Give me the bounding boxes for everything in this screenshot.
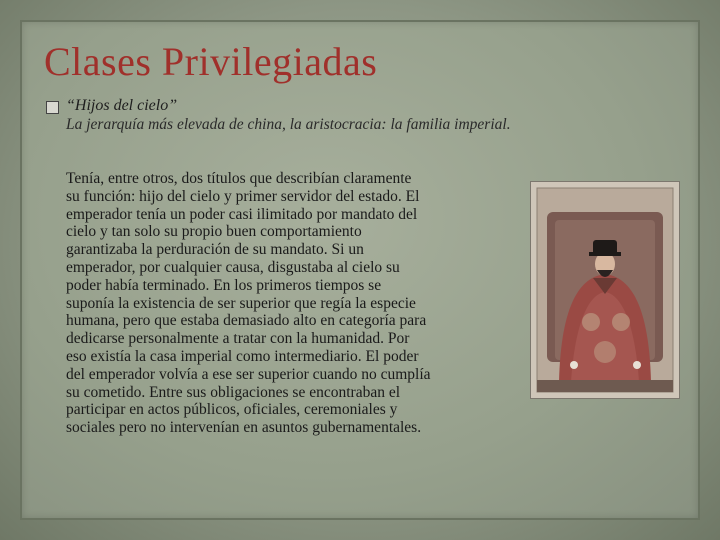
body-paragraph: Tenía, entre otros, dos títulos que describían claramente su función: hijo del cielo y primer servidor del estado. El emperador tenía un poder casi ilimitado por mandato del cielo y tan solo su propio buen comportamiento garantizaba la perduración de su mandato. Si un emperador, por cualquier causa, disgustaba al cielo su poder había terminado. En los primeros tiempos se suponía la existencia de ser superior que regía la especie humana, pero que estaba demasiado alto en categoría para dedicarse personalmente a tratar con la humanidad. Por eso existía la casa imperial como intermediario. El poder del emperador volvía a ese ser superior cuando no cumplía su cometido. Entre sus obligaciones se encontraban el participar en actos públicos, oficiales, ceremoniales y sociales pero no intervenían en asuntos gubernamentales. [66,170,431,437]
bullet-heading: “Hijos del cielo” [66,97,178,114]
slide-title: Clases Privilegiadas [44,39,378,84]
bullet-subtext: La jerarquía más elevada de china, la aristocracia: la familia imperial. [66,116,511,133]
emperor-portrait-image [530,181,680,399]
square-bullet-icon [46,101,59,114]
